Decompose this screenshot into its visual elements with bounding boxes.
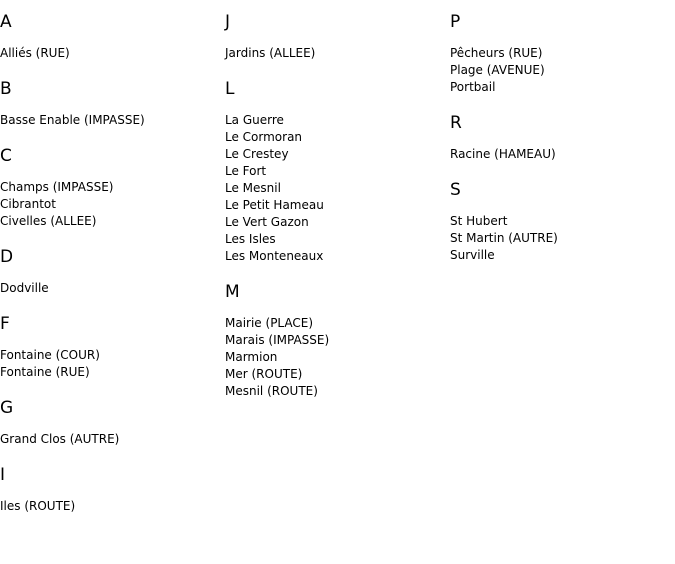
letter-heading: A	[0, 12, 12, 32]
street-list	[0, 347, 220, 381]
letter-group	[0, 247, 220, 297]
street-link[interactable]: Portbail	[450, 80, 496, 94]
street-link[interactable]: Alliés (RUE)	[0, 46, 70, 60]
street-list	[0, 280, 220, 297]
street-list	[0, 498, 220, 515]
street-link[interactable]: Le Fort	[225, 164, 267, 178]
street-link[interactable]: La Guerre	[225, 113, 284, 127]
letter-group	[0, 12, 220, 62]
letter-group	[0, 465, 220, 515]
letter-group	[225, 12, 445, 62]
street-list	[0, 112, 220, 129]
street-link[interactable]: Le Cormoran	[225, 130, 303, 144]
street-link[interactable]: Le Vert Gazon	[225, 215, 309, 229]
letter-heading: J	[225, 12, 231, 32]
letter-group	[0, 146, 220, 230]
street-list	[0, 45, 220, 62]
letter-group	[0, 314, 220, 381]
letter-heading: B	[0, 79, 12, 99]
letter-heading: G	[0, 398, 14, 418]
letter-group	[225, 79, 445, 265]
street-list	[450, 45, 670, 96]
street-link[interactable]: Mairie (PLACE)	[225, 316, 314, 330]
letter-heading: S	[450, 180, 461, 200]
letter-heading: M	[225, 282, 240, 302]
letter-group	[450, 12, 670, 96]
street-list	[450, 146, 670, 163]
street-link[interactable]: Fontaine (RUE)	[0, 365, 90, 379]
index-column	[225, 12, 445, 417]
letter-heading: P	[450, 12, 461, 32]
street-link[interactable]: Champs (IMPASSE)	[0, 180, 114, 194]
letter-group	[225, 282, 445, 400]
street-list	[0, 179, 220, 230]
street-link[interactable]: Le Petit Hameau	[225, 198, 324, 212]
street-link[interactable]: Mesnil (ROUTE)	[225, 384, 318, 398]
street-list	[0, 431, 220, 448]
street-link[interactable]: Plage (AVENUE)	[450, 63, 545, 77]
street-link[interactable]: Pêcheurs (RUE)	[450, 46, 543, 60]
street-list	[225, 45, 445, 62]
letter-heading: L	[225, 79, 235, 99]
letter-group	[0, 398, 220, 448]
street-link[interactable]: Les Isles	[225, 232, 276, 246]
letter-group	[450, 113, 670, 163]
street-link[interactable]: Le Crestey	[225, 147, 289, 161]
letter-heading: D	[0, 247, 14, 267]
street-link[interactable]: Racine (HAMEAU)	[450, 147, 556, 161]
street-link[interactable]: Civelles (ALLEE)	[0, 214, 97, 228]
street-link[interactable]: Dodville	[0, 281, 49, 295]
letter-group	[0, 79, 220, 129]
street-link[interactable]: St Martin (AUTRE)	[450, 231, 558, 245]
street-link[interactable]: Surville	[450, 248, 495, 262]
street-list	[225, 112, 445, 265]
street-link[interactable]: Jardins (ALLEE)	[225, 46, 316, 60]
letter-heading: F	[0, 314, 10, 334]
street-link[interactable]: Les Monteneaux	[225, 249, 324, 263]
letter-heading: I	[0, 465, 6, 485]
street-link[interactable]: St Hubert	[450, 214, 508, 228]
street-link[interactable]: Marais (IMPASSE)	[225, 333, 330, 347]
letter-group	[450, 180, 670, 264]
street-link[interactable]: Grand Clos (AUTRE)	[0, 432, 120, 446]
street-link[interactable]: Basse Enable (IMPASSE)	[0, 113, 145, 127]
street-list	[450, 213, 670, 264]
street-link[interactable]: Le Mesnil	[225, 181, 281, 195]
index-column	[0, 12, 220, 532]
index-column	[450, 12, 670, 281]
street-link[interactable]: Cibrantot	[0, 197, 56, 211]
letter-heading: C	[0, 146, 12, 166]
letter-heading: R	[450, 113, 462, 133]
street-link[interactable]: Marmion	[225, 350, 278, 364]
street-link[interactable]: Iles (ROUTE)	[0, 499, 76, 513]
street-link[interactable]: Mer (ROUTE)	[225, 367, 303, 381]
street-list	[225, 315, 445, 400]
street-link[interactable]: Fontaine (COUR)	[0, 348, 100, 362]
